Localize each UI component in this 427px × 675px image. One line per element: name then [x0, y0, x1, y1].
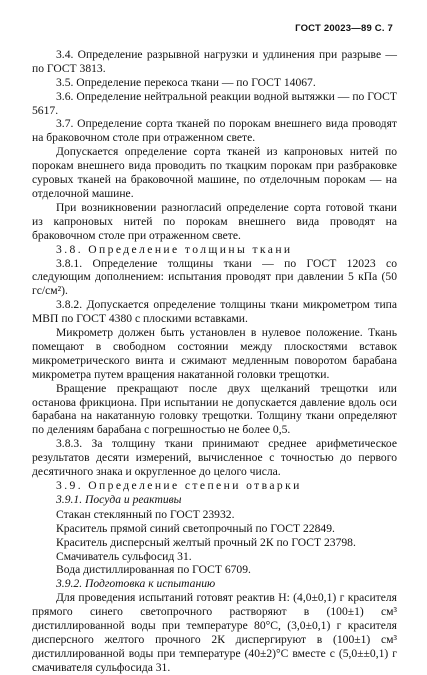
para-3-4: 3.4. Определение разрывной нагрузки и удлинения при разрыве — по ГОСТ 3813. — [32, 47, 397, 75]
para-3-7-disputes: При возникновении разногласий определение сорта готовой ткани из капроновых нитей по порокам внешнего вида проводят на браковочном столе при отраженном свете. — [32, 200, 397, 242]
para-micrometer: Микрометр должен быть установлен в нулевое положение. Ткань помещают в свободном состоянии между плоскостями вставок микрометрического винта и сжимают медленным поворотом барабана микрометра путем вращения накатанной головки трещотки. — [32, 326, 397, 381]
section-heading-3-9: 3.9. Определение степени отварки — [56, 479, 302, 492]
para-3-6: 3.6. Определение нейтральной реакции водной вытяжки — по ГОСТ 5617. — [32, 89, 397, 117]
para-3-7-allowance: Допускается определение сорта тканей из капроновых нитей по порокам внешнего вида проводить по ткацким порокам при разбраковке суровых тканей на браковочной машине, по отделочным порокам — на отделочной машине. — [32, 145, 397, 200]
list-item-water: Вода дистиллированная по ГОСТ 6709. — [56, 563, 251, 577]
para-rotation: Вращение прекращают после двух щелканий трещотки или останова фрикциона. При испытании не допускается давление вдоль оси барабана на накатанную головку трещотки. Толщину ткани определяют по делениям барабана с погрешностью не более 0,5. — [32, 381, 397, 437]
list-item-wetting-agent: Смачиватель сульфосид 31. — [56, 549, 192, 563]
para-3-8-2: 3.8.2. Допускается определение толщины ткани микрометром типа МВП по ГОСТ 4380 с плоскими вставками. — [32, 298, 397, 326]
list-item-dye-yellow: Краситель дисперсный желтый прочный 2К по ГОСТ 23798. — [56, 535, 356, 549]
subheading-3-9-1: 3.9.1. Посуда и реактивы — [56, 492, 182, 506]
page-header: ГОСТ 20023—89 С. 7 — [295, 23, 393, 34]
para-3-7: 3.7. Определение сорта тканей по порокам внешнего вида проводят на браковочном столе при отраженном свете. — [32, 117, 397, 145]
list-item-dye-blue: Краситель прямой синий светопрочный по ГОСТ 22849. — [56, 521, 335, 535]
subheading-3-9-2: 3.9.2. Подготовка к испытанию — [56, 577, 216, 591]
para-3-5: 3.5. Определение перекоса ткани — по ГОСТ 14067. — [56, 75, 316, 89]
para-3-8-3: 3.8.3. За толщину ткани принимают среднее арифметическое результатов десяти измерений, вычисленное с точностью до первого десятичного знака и округленное до целого числа. — [32, 437, 397, 479]
para-reagent-preparation: Для проведения испытаний готовят реактив Н: (4,0±0,1) г красителя прямого синего светопрочного растворяют в (100±1) см³ дистиллированной воды при температуре 80°С, (3,0±0,1) г красителя дисперсного желтого прочного 2К диспергируют в (100±1) см³ дистиллированной воды при температуре (40±2)°С вместе с (5,0±±0,1) г смачивателя сульфосида 31. — [32, 591, 397, 674]
list-item-glass: Стакан стеклянный по ГОСТ 23932. — [56, 507, 235, 521]
para-3-8-1: 3.8.1. Определение толщины ткани — по ГОСТ 12023 со следующим дополнением: испытания проводят при давлении 5 кПа (50 гс/см²). — [32, 256, 397, 298]
section-heading-3-8: 3.8. Определение толщины ткани — [56, 242, 293, 256]
